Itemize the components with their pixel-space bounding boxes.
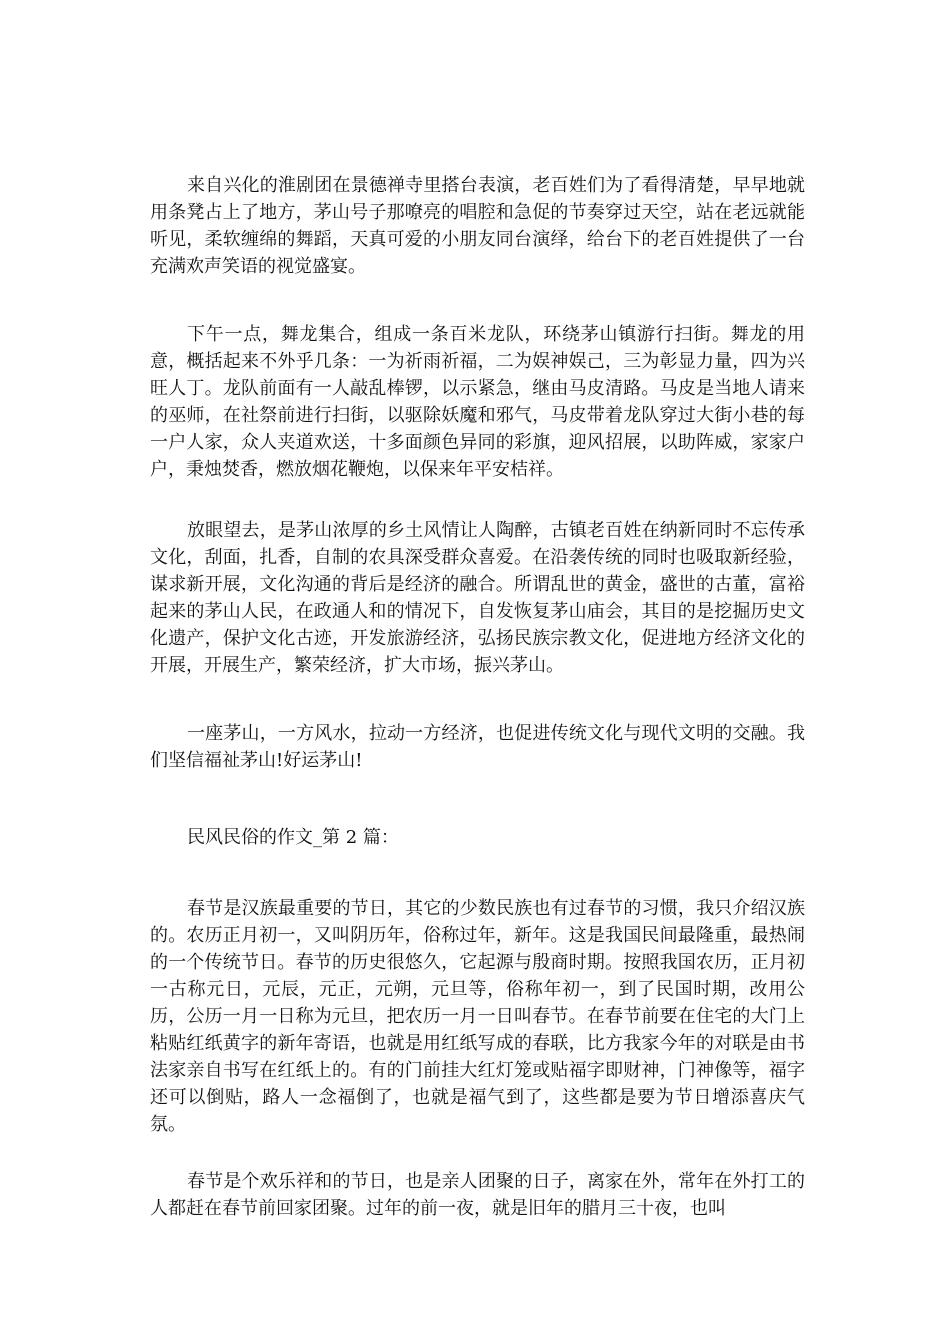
paragraph-spring-festival: 春节是汉族最重要的节日，其它的少数民族也有过春节的习惯，我只介绍汉族的。农历正月初一，又叫阴历年，俗称过年，新年。这是我国民间最隆重，最热闹的一个传统节日。春节的历史很悠久，它起源与殷商时期。按照我国农历，正月初一古称元日，元辰，元正，元朔，元旦等，俗称年初一，到了民国时期，改用公历，公历一月一日称为元旦，把农历一月一日叫春节。在春节前要在住宅的大门上粘贴红纸黄字的新年寄语，也就是用红纸写成的春联，比方我家今年的对联是由书法家亲自书写在红纸上的。有的门前挂大红灯笼或贴福字即财神，门神像等，福字还可以倒贴，路人一念福倒了，也就是福气到了，这些都是要为节日增添喜庆气氛。 — [150, 898, 805, 1135]
paragraph-local-culture: 放眼望去，是茅山浓厚的乡土风情让人陶醉，古镇老百姓在纳新同时不忘传承文化，刮面，扎香，自制的农具深受群众喜爱。在沿袭传统的同时也吸取新经验，谋求新开展，文化沟通的背后是经济的融合。所谓乱世的黄金，盛世的古董，富裕起来的茅山人民，在政通人和的情况下，自发恢复茅山庙会，其目的是挖掘历史文化遗产，保护文化古迹，开发旅游经济，弘扬民族宗教文化，促进地方经济文化的开展，开展生产，繁荣经济，扩大市场，振兴茅山。 — [150, 520, 805, 676]
paragraph-huaiju-opera: 来自兴化的淮剧团在景德禅寺里搭台表演，老百姓们为了看得清楚，早早地就用条凳占上了地方，茅山号子那嘹亮的唱腔和急促的节奏穿过天空，站在老远就能听见，柔软缠绵的舞蹈，天真可爱的小朋友同台演绎，给台下的老百姓提供了一台充满欢声笑语的视觉盛宴。 — [150, 175, 805, 277]
paragraph-dragon-dance: 下午一点，舞龙集合，组成一条百米龙队，环绕茅山镇游行扫街。舞龙的用意，概括起来不外乎几条：一为祈雨祈福，二为娱神娱己，三为彰显力量，四为兴旺人丁。龙队前面有一人敲乱棒锣，以示紧急，继由马皮清路。马皮是当地人请来的巫师，在社祭前进行扫街，以驱除妖魔和邪气，马皮带着龙队穿过大街小巷的每一户人家，众人夹道欢送，十多面颜色异同的彩旗，迎风招展，以助阵威，家家户户，秉烛焚香，燃放烟花鞭炮，以保来年平安桔祥。 — [150, 324, 805, 480]
section-heading-essay-2: 民风民俗的作文_第 2 篇： — [187, 827, 399, 848]
paragraph-maoshan-blessing: 一座茅山，一方风水，拉动一方经济，也促进传统文化与现代文明的交融。我们坚信福祉茅山!好运茅山! — [150, 723, 805, 771]
paragraph-family-reunion: 春节是个欢乐祥和的节日，也是亲人团聚的日子，离家在外，常年在外打工的人都赶在春节前回家团聚。过年的前一夜，就是旧年的腊月三十夜，也叫 — [150, 1171, 805, 1219]
